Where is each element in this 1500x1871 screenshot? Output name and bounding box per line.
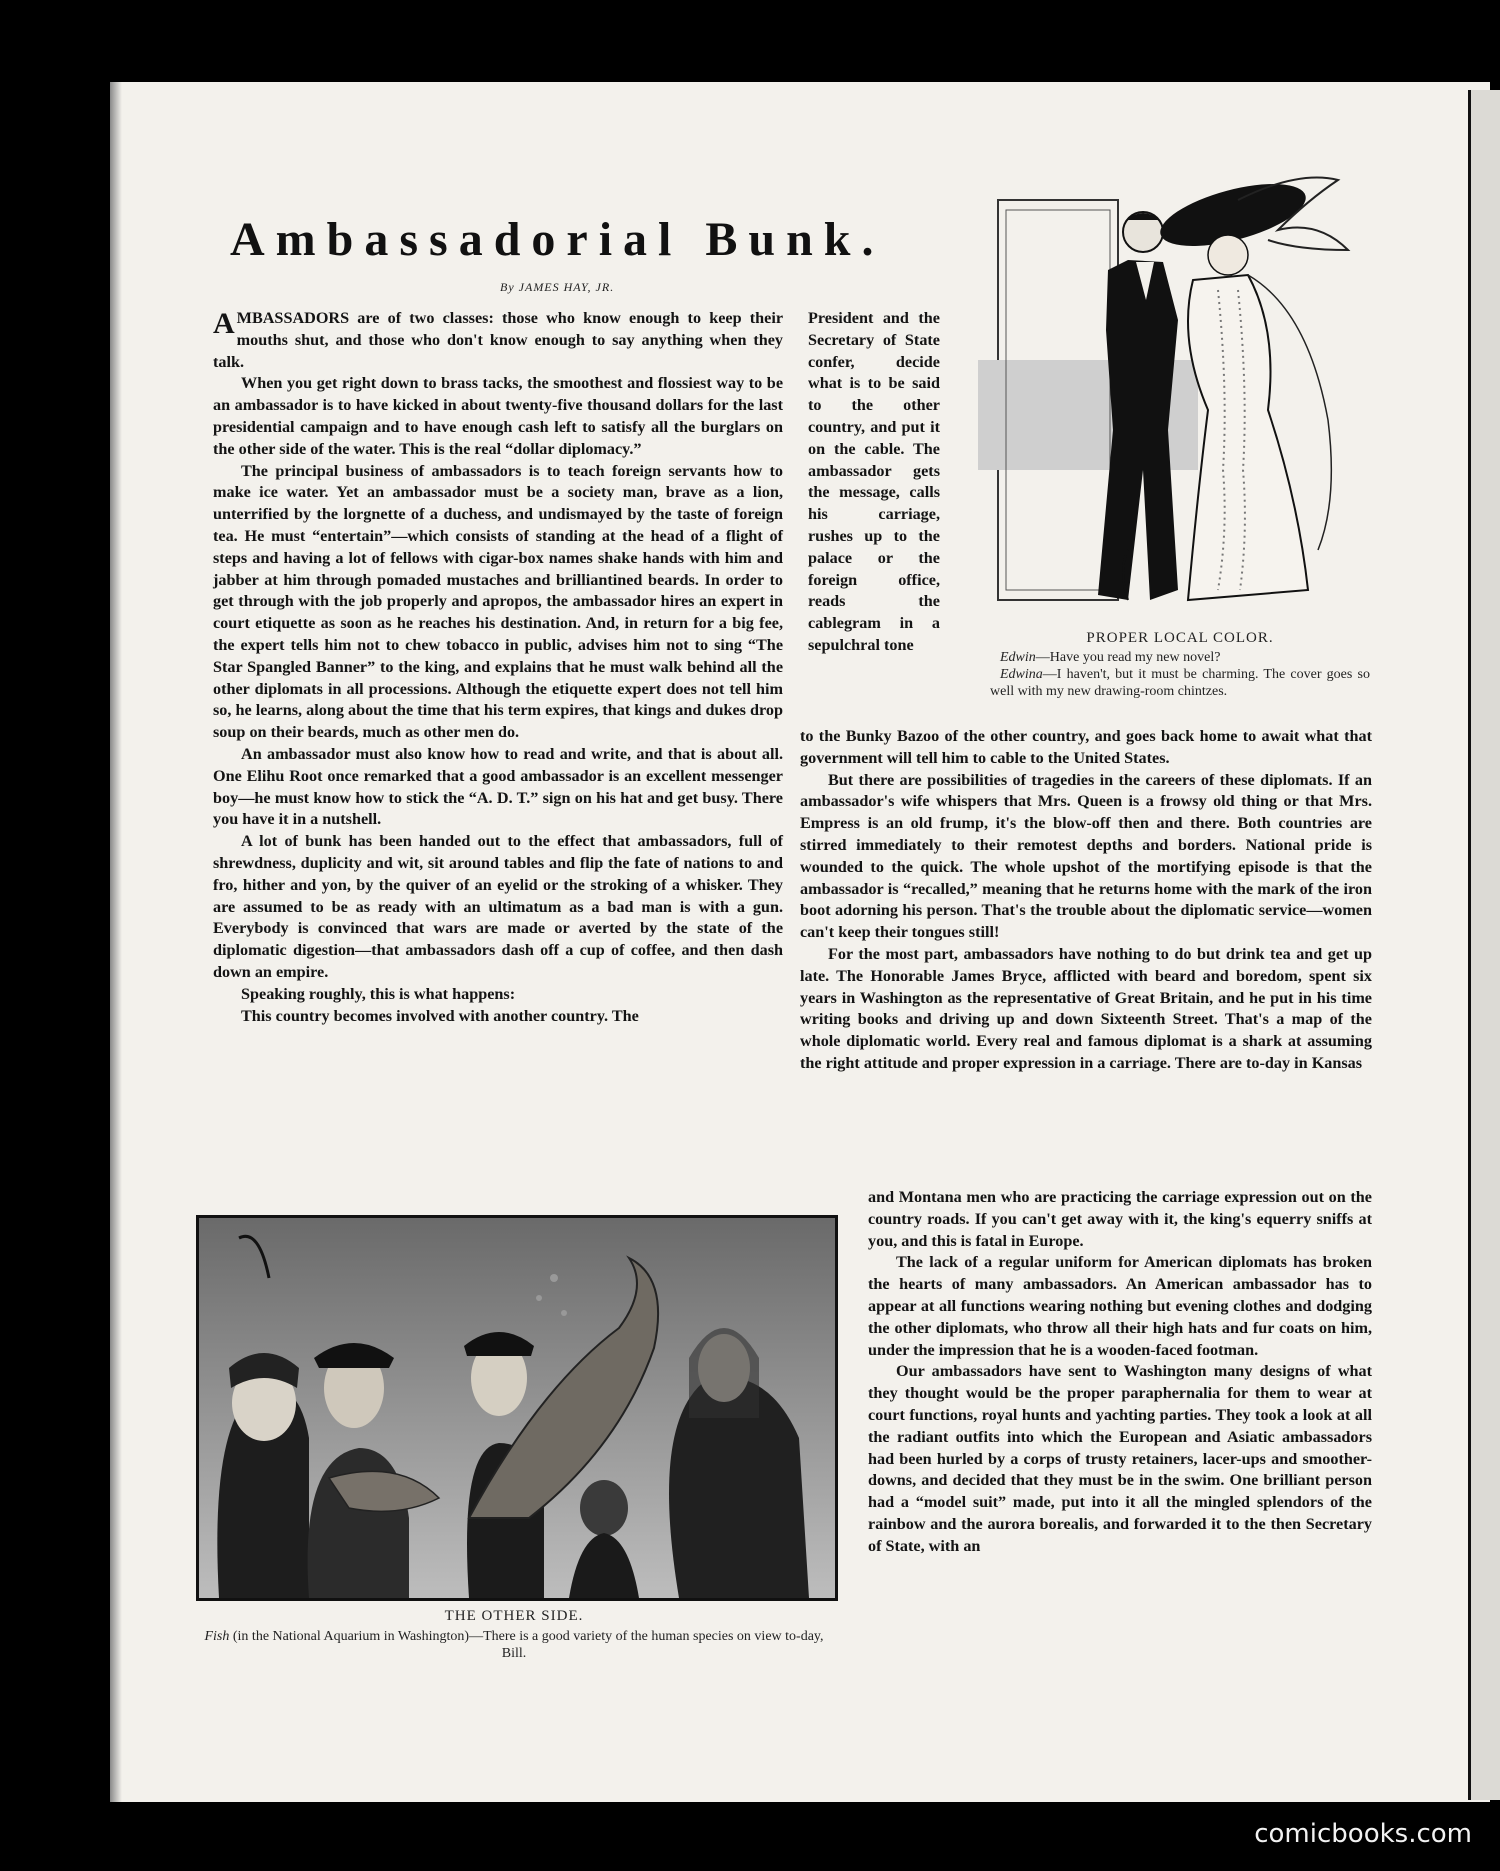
paragraph: A lot of bunk has been handed out to the effect that ambassadors, full of shrewdness, duplicity and wit, sit around tables and flip the fate of nations to and fro, hither and yon, by the quiver of an eyelid or the stroking of a whisker. They are assumed to be as ready with an ultimatum as a bad man is with a gun. Everybody is convinced that wars are made or averted by the state of the diplomatic digestion—that ambassadors dash off a cup of coffee, and then dash down an empire. — [213, 832, 783, 981]
caption-line: Edwin—Have you read my new novel? — [1000, 650, 1221, 665]
paragraph: For the most part, ambassadors have nothing to do but drink tea and get up late. The Honorable James Bryce, afflicted with beard and boredom, spent six years in Washington as the representative of Great Britain, and he put in his time writing books and driving up and down Sixteenth Street. That's a map of the whole diplomatic world. Every real and famous diplomat is a shark at assuming the right attitude and proper expression in a carriage. There are to-day in Kansas — [800, 944, 1372, 1072]
article-byline: By JAMES HAY, JR. — [500, 280, 615, 294]
site-watermark: comicbooks.com — [1254, 1819, 1472, 1849]
caption-line: Edwina—I haven't, but it must be charming. The cover goes so well with my new drawing-room chintzes. — [990, 667, 1370, 699]
column-right-lower — [868, 1187, 1372, 1558]
paragraph: Speaking roughly, this is what happens: — [241, 984, 516, 1003]
illustration-caption — [990, 630, 1370, 700]
photo-caption — [196, 1608, 832, 1662]
paragraph: When you get right down to brass tacks, the smoothest and flossiest way to be an ambassador is to have kicked in about twenty-five thousand dollars for the last presidential campaign and to have enough cash left to satisfy all the burglars on the other side of the water. This is the real “dollar diplomacy.” — [213, 374, 783, 458]
paragraph: An ambassador must also know how to read and write, and that is about all. One Elihu Root once remarked that a good ambassador is an excellent messenger boy—he must know how to stick the “A. D. T.” sign on his hat and get busy. There you have it in a nutshell. — [213, 744, 783, 829]
aquarium-photo — [196, 1215, 838, 1601]
paragraph: The principal business of ambassadors is to teach foreign servants how to make ice water. Yet an ambassador must be a society man, brave as a lion, unterrified by the lorgnette of a duchess, and undismayed by the taste of foreign tea. He must “entertain”—which consists of standing at the head of a flight of steps and having a lot of fellows with cigar-box names shake hands with him and jabber at him through pomaded mustaches and brilliantined beards. In order to get through with the job properly and apropos, the ambassador hires an expert in court etiquette as soon as he reaches his destination. And, in return for a big fee, the expert tells him not to chew tobacco in public, advises him not to sing “The Star Spangled Banner” to the king, and explains that he must walk behind all the other diplomats in all processions. Although the etiquette expert does not tell him so, he learns, along about the time that his term expires, that kings and dukes drop soup on their beards, much as other men do. — [213, 461, 783, 742]
couple-illustration — [978, 170, 1368, 625]
paragraph: AMBASSADORS are of two classes: those who know enough to keep their mouths shut, and those who don't know enough to say anything when they talk. — [213, 307, 783, 371]
paragraph: But there are possibilities of tragedies in the careers of these diplomats. If an ambassador's wife whispers that Mrs. Queen is a frowsy old thing or that Mrs. Empress is an old frump, it's the blow-off then and there. Both countries are stirred immediately to their remotest depths and borders. National pride is wounded to the quick. The whole upshot of the mortifying episode is that the ambassador is “recalled,” meaning that he returns home with the mark of the iron boot adorning his person. That's the trouble about the diplomatic service—women can't keep their tongues still! — [800, 770, 1372, 942]
column-right-upper — [800, 726, 1372, 1075]
paragraph: to the Bunky Bazoo of the other country, and goes back home to await what that government will tell him to cable to the United States. — [800, 727, 1372, 767]
article-title: Ambassadorial Bunk. — [230, 213, 885, 266]
paragraph: and Montana men who are practicing the carriage expression out on the country roads. If you can't get away with it, the king's equerry sniffs at you, and this is fatal in Europe. — [868, 1188, 1372, 1250]
page-gutter-shadow — [110, 82, 122, 1802]
paragraph: The lack of a regular uniform for American diplomats has broken the hearts of many ambassadors. An American ambassador has to appear at all functions wearing nothing but evening clothes and dodging the other diplomats, who throw all their high hats and fur coats on him, under the impression that he is a wooden-faced footman. — [868, 1253, 1372, 1359]
paragraph: Our ambassadors have sent to Washington many designs of what they thought would be the proper paraphernalia for them to wear at court functions, royal hunts and yachting parties. They took a look at all the radiant outfits into which the European and Asiatic ambassadors had been hurled by a corps of trusty retainers, lacer-ups and smoother-downs, and decided that they must be in the swim. One brilliant person had a “model suit” made, put into it all the mingled splendors of the rainbow and the aurora borealis, and forwarded it to the then Secretary of State, with an — [868, 1362, 1372, 1555]
photo-caption-title: THE OTHER SIDE. — [444, 1608, 584, 1624]
illustration-caption-title: PROPER LOCAL COLOR. — [1086, 630, 1274, 646]
paragraph: This country becomes involved with another country. The — [241, 1006, 639, 1025]
column-narrow — [808, 308, 940, 657]
caption-line: Fish (in the National Aquarium in Washington)—There is a good variety of the human species on view to-day, Bill. — [204, 1629, 824, 1661]
column-left — [213, 308, 783, 1027]
drop-cap: A — [213, 307, 235, 340]
next-page-edge — [1468, 90, 1500, 1800]
paragraph: President and the Secretary of State confer, decide what is to be said to the other country, and put it on the cable. The ambassador gets the message, calls his carriage, rushes up to the palace or the foreign office, reads the cablegram in a sepulchral tone — [808, 309, 940, 654]
